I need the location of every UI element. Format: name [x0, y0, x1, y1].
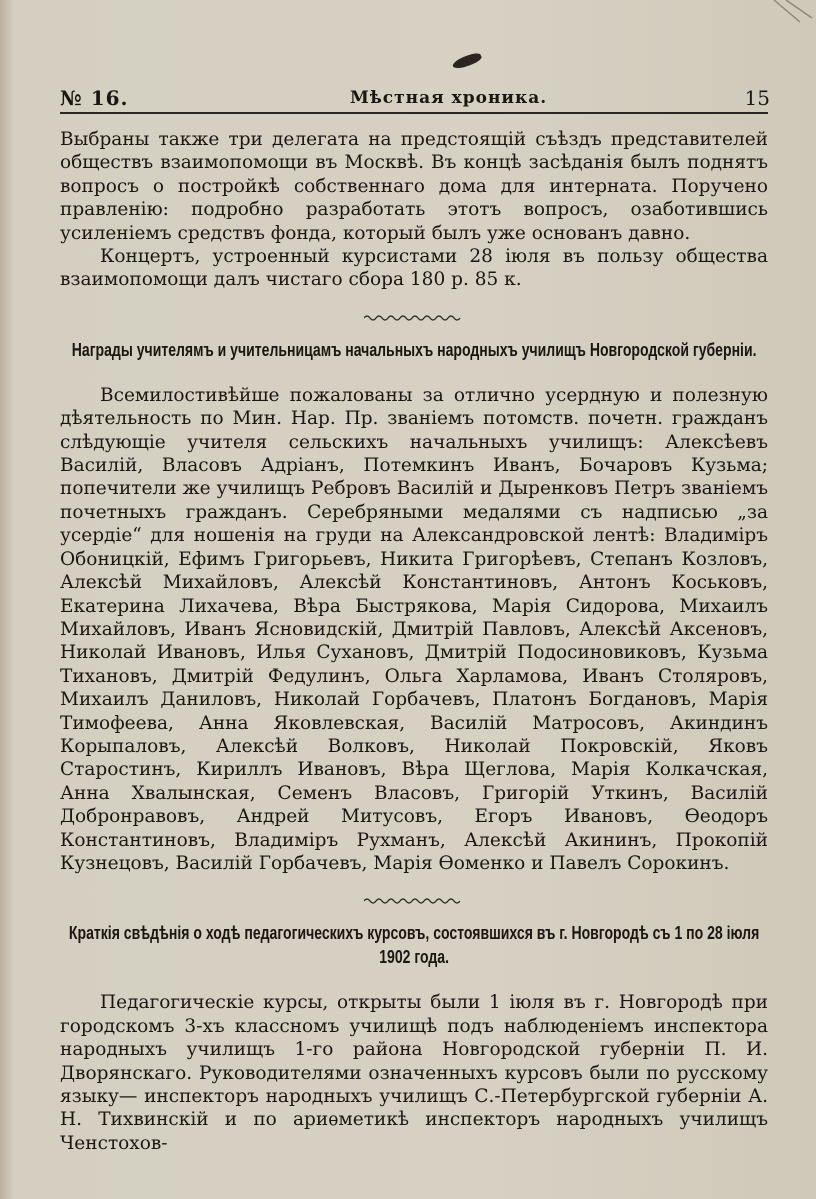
courses-paragraph: Педагогическіе курсы, открыты были 1 іюля въ г. Новгородѣ при городскомъ 3-хъ классномъ училищѣ подъ наблюденіемъ инспектора народныхъ училищъ 1-го района Новгородской губерніи П. И. Дворянскаго. Руководителями означенныхъ курсовъ были по русскому языку— инспекторъ народныхъ училищъ С.-Петербургской губерніи А. Н. Тихвинскій и по ариѳметикѣ инспекторъ народныхъ училищъ Ченстохов- — [60, 992, 768, 1154]
intro-paragraph-2: Концертъ, устроенный курсистами 28 іюля въ пользу общества взаимопомощи далъ чистаго сбора 180 р. 85 к. — [60, 246, 768, 291]
awards-paragraph: Всемилостивѣйше пожалованы за отлично усердную и полезную дѣятельность по Мин. Нар. Пр. званіемъ потомств. почетн. гражданъ слѣдующіе учителя сельскихъ начальныхъ училищъ: Алексѣевъ Василій, Власовъ Адріанъ, Потемкинъ Иванъ, Бочаровъ Кузьма; попечители же училищъ Ребровъ Василій и Дыренковъ Петръ званіемъ почетныхъ гражданъ. Серебряными медалями съ надписью „за усердіе“ для ношенія на груди на Александровской лентѣ: Владиміръ Обоницкій, Ефимъ Григорьевъ, Никита Григорѣевъ, Степанъ Козловъ, Алексѣй Михайловъ, Алексѣй Константиновъ, Антонъ Коськовъ, Екатерина Лихачева, Вѣра Быстрякова, Марія Сидорова, Михаилъ Михайловъ, Иванъ Ясновидскій, Дмитрій Павловъ, Алексѣй Аксеновъ, Николай Ивановъ, Илья Сухановъ, Дмитрій Подосиновиковъ, Кузьма Тихановъ, Дмитрій Федулинъ, Ольга Харламова, Иванъ Столяровъ, Михаилъ Даниловъ, Николай Горбачевъ, Платонъ Богдановъ, Марія Тимофеева, Анна Яковлевская, Василій Матросовъ, Акиндинъ Корыпаловъ, Алексѣй Волковъ, Николай Покровскій, Яковъ Старостинъ, Кириллъ Ивановъ, Вѣра Щеглова, Марія Колкачская, Анна Хвалынская, Семенъ Власовъ, Григорій Уткинъ, Василій Добронравовъ, Андрей Митусовъ, Егоръ Ивановъ, Ѳеодоръ Константиновъ, Владиміръ Рухманъ, Алексѣй Акининъ, Прокопій Кузнецовъ, Василій Горбачевъ, Марія Ѳоменко и Павелъ Сорокинъ. — [60, 384, 768, 874]
ink-blot — [451, 51, 483, 72]
page-number: 15 — [744, 86, 770, 110]
section-heading-courses: Краткія свѣдѣнія о ходѣ педагогическихъ курсовъ, состоявшихся въ г. Новгородѣ съ 1 по 28 іюля 1902 года. — [68, 923, 760, 968]
section-divider — [364, 313, 464, 323]
issue-number: № 16. — [60, 86, 129, 110]
running-title: Мѣстная хроника. — [350, 88, 548, 108]
page-corner-crease — [756, 0, 816, 40]
intro-paragraph-1: Выбраны также три делегата на предстоящій съѣздъ представителей обществъ взаимопомощи въ Москвѣ. Въ концѣ засѣданія былъ поднятъ вопросъ о постройкѣ собственнаго дома для интерната. Поручено правленію: подробно разработать этотъ вопросъ, озаботившись усиленіемъ средствъ фонда, который былъ уже основанъ давно. — [60, 129, 768, 244]
page-header — [60, 86, 770, 112]
section-divider — [364, 896, 464, 906]
header-rule — [60, 112, 768, 114]
section-heading-awards: Награды учителямъ и учительницамъ начальныхъ народныхъ училищъ Новгородской губерніи. — [71, 339, 757, 360]
page-content — [60, 128, 768, 1155]
